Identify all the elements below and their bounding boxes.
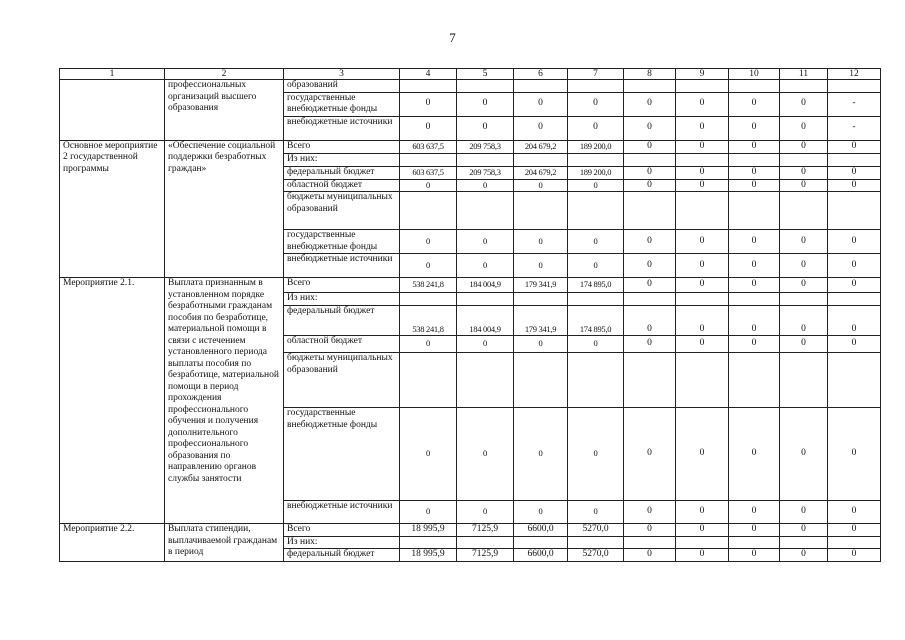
value-cell: [400, 536, 457, 549]
value-cell: 0: [457, 179, 514, 192]
funding-source: внебюджетные источники: [284, 254, 400, 278]
value-cell: 0: [729, 306, 780, 336]
value-cell: 0: [676, 408, 729, 501]
funding-source: бюджеты муниципальных образований: [284, 353, 400, 408]
value-cell: [568, 80, 624, 93]
value-cell: 0: [514, 336, 568, 353]
value-cell: 0: [676, 278, 729, 293]
value-cell: [780, 353, 828, 408]
value-cell: 0: [400, 501, 457, 524]
value-cell: [729, 153, 780, 166]
value-cell: [400, 153, 457, 166]
value-cell: 603 637,5: [400, 166, 457, 179]
value-cell: [729, 536, 780, 549]
value-cell: [828, 80, 881, 93]
value-cell: 0: [676, 140, 729, 153]
value-cell: 0: [624, 179, 676, 192]
table-row: [60, 80, 881, 93]
budget-table: [59, 68, 881, 562]
table-row: [60, 140, 881, 153]
value-cell: 0: [780, 278, 828, 293]
value-cell: 0: [624, 408, 676, 501]
measure-description: Выплата стипендии, выплачиваемой гражданам в период: [165, 524, 284, 562]
value-cell: 184 004,9: [457, 278, 514, 293]
value-cell: 0: [828, 179, 881, 192]
value-cell: [624, 153, 676, 166]
funding-source: Из них:: [284, 293, 400, 306]
value-cell: 0: [828, 140, 881, 153]
value-cell: 0: [624, 140, 676, 153]
value-cell: 0: [624, 230, 676, 254]
value-cell: 538 241,8: [400, 306, 457, 336]
value-cell: 0: [514, 501, 568, 524]
value-cell: 0: [828, 501, 881, 524]
value-cell: 603 637,5: [400, 140, 457, 153]
funding-source: Всего: [284, 524, 400, 537]
value-cell: [676, 153, 729, 166]
header-cell: 4: [400, 69, 457, 80]
funding-source: государственные внебюджетные фонды: [284, 408, 400, 501]
funding-source: федеральный бюджет: [284, 306, 400, 336]
value-cell: 0: [624, 524, 676, 537]
value-cell: 0: [780, 140, 828, 153]
header-cell: 10: [729, 69, 780, 80]
value-cell: 0: [568, 254, 624, 278]
value-cell: 0: [676, 306, 729, 336]
value-cell: [729, 80, 780, 93]
value-cell: 0: [457, 116, 514, 140]
value-cell: 0: [676, 524, 729, 537]
value-cell: 179 341,9: [514, 306, 568, 336]
header-cell: 3: [284, 69, 400, 80]
value-cell: 0: [624, 92, 676, 116]
value-cell: [568, 536, 624, 549]
value-cell: [400, 293, 457, 306]
table-row: [60, 278, 881, 293]
value-cell: 0: [400, 92, 457, 116]
value-cell: 18 995,9: [400, 524, 457, 537]
value-cell: 0: [568, 336, 624, 353]
value-cell: [828, 192, 881, 230]
funding-source: областной бюджет: [284, 336, 400, 353]
value-cell: [514, 80, 568, 93]
value-cell: 174 895,0: [568, 306, 624, 336]
value-cell: 0: [729, 501, 780, 524]
funding-source: внебюджетные источники: [284, 116, 400, 140]
value-cell: 0: [676, 336, 729, 353]
funding-source: Всего: [284, 140, 400, 153]
value-cell: 0: [780, 92, 828, 116]
value-cell: 0: [676, 179, 729, 192]
value-cell: 0: [780, 549, 828, 562]
value-cell: 7125,9: [457, 524, 514, 537]
page-number: 7: [449, 30, 456, 45]
value-cell: [624, 80, 676, 93]
funding-source: бюджеты муниципальных образований: [284, 192, 400, 230]
value-cell: 6600,0: [514, 524, 568, 537]
value-cell: 0: [780, 254, 828, 278]
value-cell: [624, 293, 676, 306]
value-cell: 6600,0: [514, 549, 568, 562]
value-cell: [568, 293, 624, 306]
value-cell: 0: [457, 336, 514, 353]
value-cell: 209 758,3: [457, 166, 514, 179]
value-cell: 0: [624, 306, 676, 336]
table-row: [60, 524, 881, 537]
value-cell: [676, 536, 729, 549]
value-cell: [676, 293, 729, 306]
value-cell: 0: [676, 501, 729, 524]
value-cell: 0: [729, 254, 780, 278]
value-cell: [828, 153, 881, 166]
value-cell: 0: [400, 179, 457, 192]
value-cell: 0: [729, 140, 780, 153]
value-cell: 0: [400, 254, 457, 278]
value-cell: [514, 353, 568, 408]
value-cell: 204 679,2: [514, 140, 568, 153]
value-cell: [457, 153, 514, 166]
funding-source: областной бюджет: [284, 179, 400, 192]
value-cell: [780, 293, 828, 306]
value-cell: 189 200,0: [568, 140, 624, 153]
value-cell: 7125,9: [457, 549, 514, 562]
value-cell: 0: [676, 166, 729, 179]
value-cell: 0: [624, 501, 676, 524]
value-cell: 174 895,0: [568, 278, 624, 293]
value-cell: [457, 192, 514, 230]
value-cell: 0: [828, 336, 881, 353]
value-cell: 0: [828, 254, 881, 278]
funding-source: государственные внебюджетные фонды: [284, 230, 400, 254]
value-cell: 0: [780, 501, 828, 524]
value-cell: 0: [514, 116, 568, 140]
value-cell: 0: [400, 336, 457, 353]
value-cell: 0: [828, 166, 881, 179]
header-cell: 12: [828, 69, 881, 80]
value-cell: 0: [676, 254, 729, 278]
measure-description: Выплата признанным в установленном порядке безработными гражданам пособия по безработице, материальной помощи в связи с истечением установленного периода выплаты пособия по безработице, материальной помощи в период прохождения профессионального обучения и получения дополнительного профессионального образования по направлению органов службы занятости: [165, 278, 284, 524]
value-cell: 0: [780, 336, 828, 353]
value-cell: 0: [780, 230, 828, 254]
value-cell: 184 004,9: [457, 306, 514, 336]
value-cell: 0: [828, 524, 881, 537]
value-cell: 0: [676, 92, 729, 116]
value-cell: 0: [624, 166, 676, 179]
funding-source: Всего: [284, 278, 400, 293]
funding-source: Из них:: [284, 536, 400, 549]
value-cell: 0: [568, 501, 624, 524]
value-cell: 0: [624, 549, 676, 562]
value-cell: [568, 153, 624, 166]
value-cell: 179 341,9: [514, 278, 568, 293]
program-cell: Мероприятие 2.1.: [60, 278, 165, 524]
value-cell: [676, 80, 729, 93]
value-cell: 0: [729, 116, 780, 140]
value-cell: [828, 293, 881, 306]
value-cell: [568, 353, 624, 408]
value-cell: 0: [400, 230, 457, 254]
value-cell: -: [828, 116, 881, 140]
value-cell: [676, 353, 729, 408]
value-cell: 0: [729, 278, 780, 293]
value-cell: 0: [514, 408, 568, 501]
value-cell: 0: [676, 116, 729, 140]
funding-source: государственные внебюджетные фонды: [284, 92, 400, 116]
value-cell: 0: [514, 254, 568, 278]
value-cell: 0: [828, 408, 881, 501]
value-cell: 0: [729, 408, 780, 501]
value-cell: 0: [729, 179, 780, 192]
value-cell: 0: [624, 278, 676, 293]
value-cell: 0: [729, 336, 780, 353]
value-cell: [624, 536, 676, 549]
value-cell: 0: [729, 166, 780, 179]
value-cell: [780, 192, 828, 230]
value-cell: 0: [676, 230, 729, 254]
value-cell: [729, 353, 780, 408]
value-cell: 189 200,0: [568, 166, 624, 179]
value-cell: [729, 293, 780, 306]
value-cell: 0: [568, 230, 624, 254]
value-cell: [400, 80, 457, 93]
program-cell: [60, 80, 165, 141]
value-cell: 0: [400, 408, 457, 501]
value-cell: [568, 192, 624, 230]
program-cell: Основное мероприятие 2 государственной программы: [60, 140, 165, 278]
value-cell: [457, 353, 514, 408]
value-cell: [514, 192, 568, 230]
value-cell: 0: [780, 306, 828, 336]
value-cell: 0: [568, 179, 624, 192]
value-cell: 0: [780, 179, 828, 192]
value-cell: 0: [457, 92, 514, 116]
funding-source: федеральный бюджет: [284, 549, 400, 562]
value-cell: [828, 353, 881, 408]
value-cell: 209 758,3: [457, 140, 514, 153]
value-cell: 5270,0: [568, 549, 624, 562]
value-cell: [514, 536, 568, 549]
value-cell: 0: [457, 254, 514, 278]
value-cell: [514, 153, 568, 166]
value-cell: 0: [676, 549, 729, 562]
measure-description: профессиональных организаций высшего образования: [165, 80, 284, 141]
value-cell: [457, 80, 514, 93]
value-cell: 0: [568, 116, 624, 140]
header-cell: 11: [780, 69, 828, 80]
header-cell: 8: [624, 69, 676, 80]
value-cell: 0: [780, 166, 828, 179]
header-cell: 6: [514, 69, 568, 80]
value-cell: [676, 192, 729, 230]
value-cell: 5270,0: [568, 524, 624, 537]
funding-source: образований: [284, 80, 400, 93]
value-cell: 0: [729, 549, 780, 562]
value-cell: 0: [457, 408, 514, 501]
value-cell: 204 679,2: [514, 166, 568, 179]
header-cell: 1: [60, 69, 165, 80]
value-cell: 0: [828, 278, 881, 293]
value-cell: [828, 536, 881, 549]
header-cell: 2: [165, 69, 284, 80]
funding-source: Из них:: [284, 153, 400, 166]
value-cell: 0: [780, 116, 828, 140]
value-cell: 0: [568, 408, 624, 501]
header-row: [60, 69, 881, 80]
value-cell: 0: [568, 92, 624, 116]
value-cell: 0: [624, 336, 676, 353]
value-cell: 0: [828, 549, 881, 562]
value-cell: 0: [780, 524, 828, 537]
header-cell: 9: [676, 69, 729, 80]
value-cell: 0: [457, 230, 514, 254]
value-cell: [400, 192, 457, 230]
value-cell: [624, 353, 676, 408]
funding-source: федеральный бюджет: [284, 166, 400, 179]
value-cell: [780, 80, 828, 93]
program-cell: Мероприятие 2.2.: [60, 524, 165, 562]
value-cell: 0: [514, 230, 568, 254]
value-cell: [457, 536, 514, 549]
value-cell: [400, 353, 457, 408]
value-cell: [780, 536, 828, 549]
value-cell: 18 995,9: [400, 549, 457, 562]
value-cell: 0: [400, 116, 457, 140]
value-cell: -: [828, 92, 881, 116]
value-cell: 0: [729, 524, 780, 537]
value-cell: 0: [624, 116, 676, 140]
funding-source: внебюджетные источники: [284, 501, 400, 524]
value-cell: 0: [729, 92, 780, 116]
value-cell: 0: [828, 230, 881, 254]
value-cell: 0: [729, 230, 780, 254]
value-cell: 0: [780, 408, 828, 501]
value-cell: [729, 192, 780, 230]
value-cell: [457, 293, 514, 306]
value-cell: 0: [828, 306, 881, 336]
value-cell: [514, 293, 568, 306]
value-cell: 0: [624, 254, 676, 278]
value-cell: 0: [514, 92, 568, 116]
value-cell: 538 241,8: [400, 278, 457, 293]
value-cell: 0: [457, 501, 514, 524]
header-cell: 7: [568, 69, 624, 80]
value-cell: 0: [514, 179, 568, 192]
header-cell: 5: [457, 69, 514, 80]
value-cell: [624, 192, 676, 230]
value-cell: [780, 153, 828, 166]
measure-description: «Обеспечение социальной поддержки безработных граждан»: [165, 140, 284, 278]
